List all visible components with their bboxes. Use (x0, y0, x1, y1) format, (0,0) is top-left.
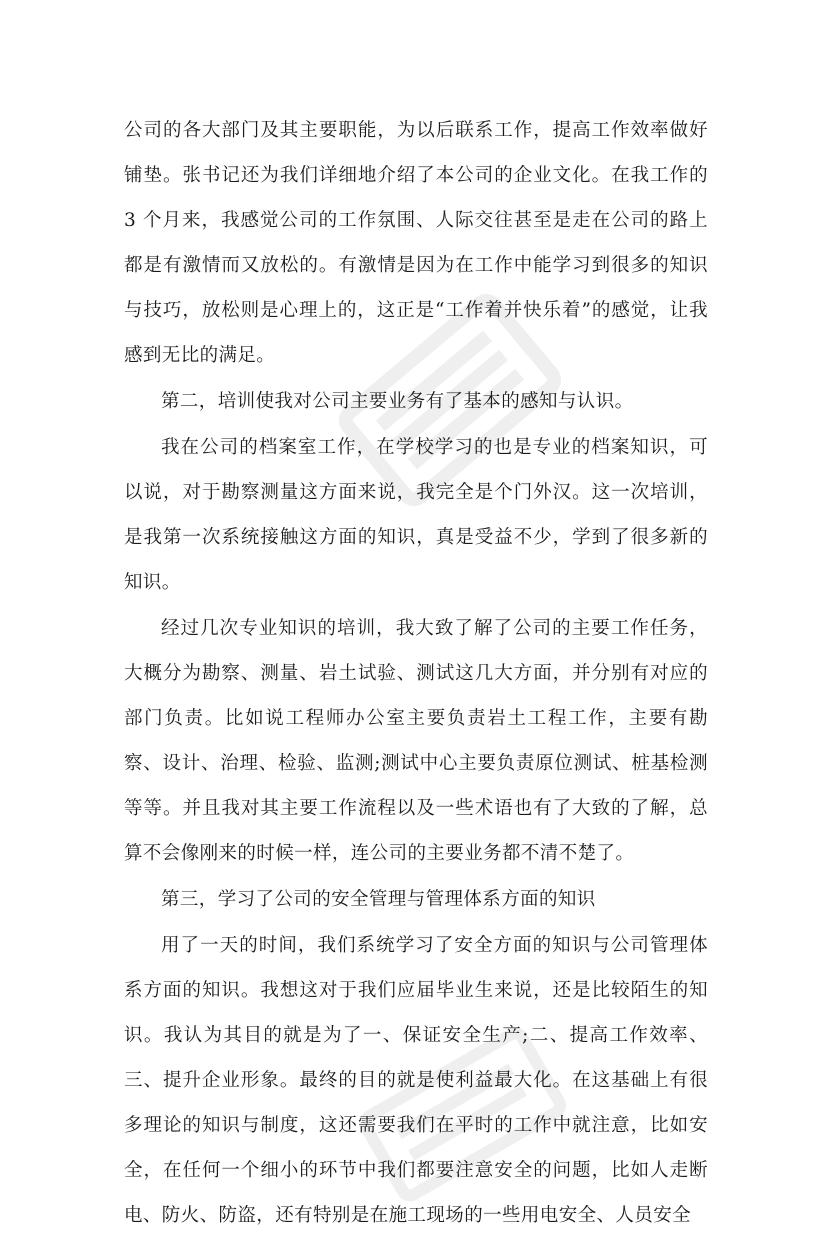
heading-second-point: 第二，培训使我对公司主要业务有了基本的感知与认识。 (161, 391, 634, 412)
paragraph-business-training: 经过几次专业知识的培训，我大致了解了公司的主要工作任务，大概分为勘察、测量、岩土试验、测试这几大方面，并分别有对应的部门负责。比如说工程师办公室主要负责岩土工程工作，主要有勘察、设计、治理、检验、监测;测试中心主要负责原位测试、桩基检测等等。并且我对其主要工作流程以及一些术语也有了大致的了解，总算不会像刚来的时候一样，连公司的主要业务都不清不楚了。 (124, 618, 708, 864)
paragraph-company-culture: 公司的各大部门及其主要职能，为以后联系工作，提高工作效率做好铺垫。张书记还为我们详细地介绍了本公司的企业文化。在我工作的 3 个月来，我感觉公司的工作氛围、人际交往甚至是走在公司的路上都是有激情而又放松的。有激情是因为在工作中能学习到很多的知识与技巧，放松则是心理上的，这正是“工作着并快乐着”的感觉，让我感到无比的满足。 (124, 120, 708, 366)
document-body (124, 108, 708, 1238)
paragraph-safety-management: 用了一天的时间，我们系统学习了安全方面的知识与公司管理体系方面的知识。我想这对于我们应届毕业生来说，还是比较陌生的知识。我认为其目的就是为了一、保证安全生产;二、提高工作效率、三、提升企业形象。最终的目的就是使利益最大化。在这基础上有很多理论的知识与制度，这还需要我们在平时的工作中就注意，比如安全，在任何一个细小的环节中我们都要注意安全的问题，比如人走断电、防火、防盗，还有特别是在施工现场的一些用电安全、人员安全 (124, 935, 708, 1226)
paragraph-archive-work: 我在公司的档案室工作，在学校学习的也是专业的档案知识，可以说，对于勘察测量这方面来说，我完全是个门外汉。这一次培训，是我第一次系统接触这方面的知识，真是受益不少，学到了很多新的知识。 (124, 437, 708, 593)
heading-third-point: 第三，学习了公司的安全管理与管理体系方面的知识 (161, 889, 596, 910)
